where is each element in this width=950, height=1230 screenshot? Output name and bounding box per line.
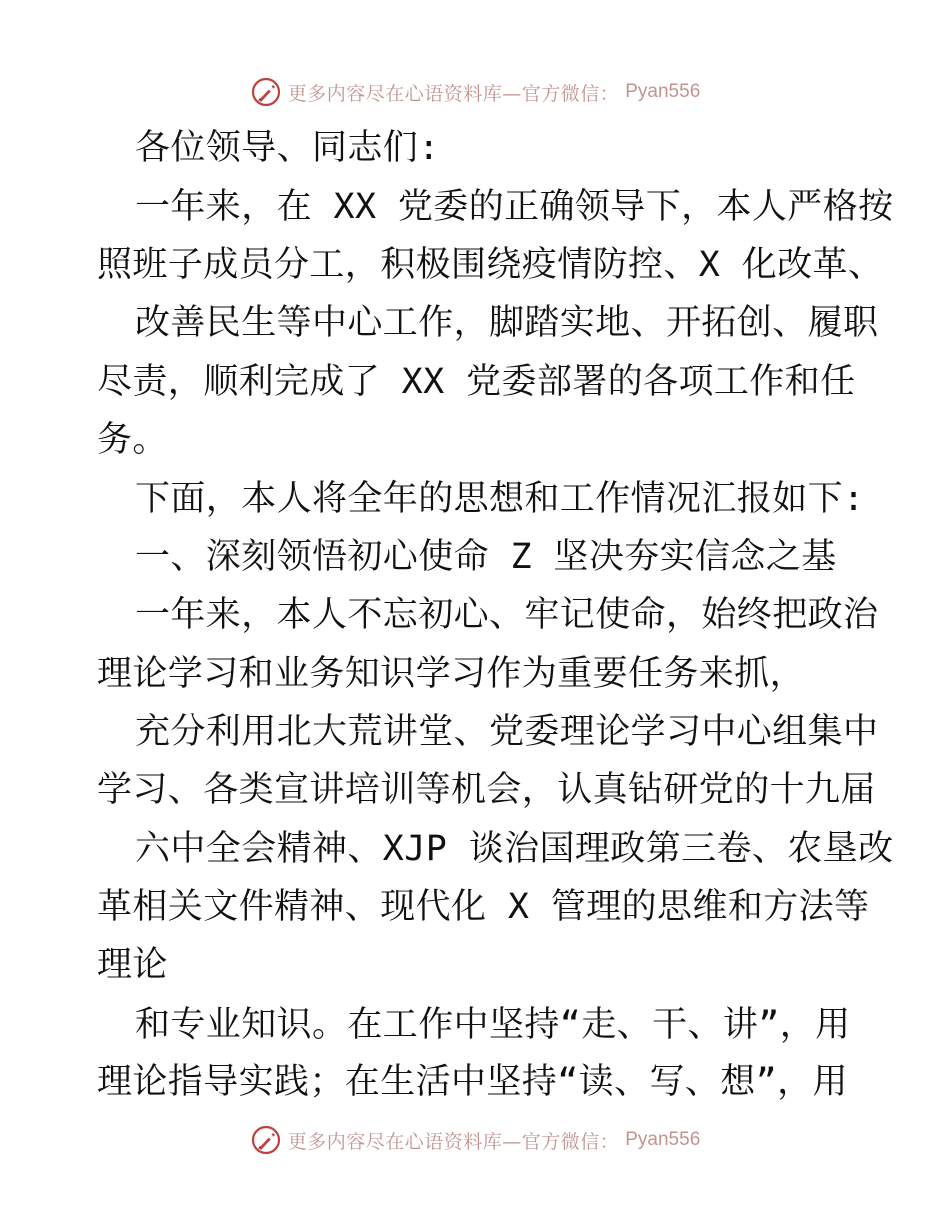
text-line: 改善民生等中心工作，脚踏实地、开拓创、履职 xyxy=(135,303,879,343)
text-line: 下面，本人将全年的思想和工作情况汇报如下: xyxy=(135,479,865,519)
text-line: 和专业知识。在工作中坚持“走、干、讲”，用 xyxy=(135,1005,851,1045)
text-line: 理论学习和业务知识学习作为重要任务来抓， xyxy=(97,654,806,694)
text-line: 理论指导实践；在生活中坚持“读、写、想”，用 xyxy=(97,1062,848,1102)
text-line: 理论 xyxy=(97,945,168,985)
watermark-banner-bottom xyxy=(0,1120,950,1160)
text-line: 一年来，在 XX 党委的正确领导下，本人严格按 xyxy=(135,187,894,227)
quill-pen-logo-icon xyxy=(250,1124,282,1156)
text-line: 革相关文件精神、现代化 X 管理的思维和方法等 xyxy=(97,887,870,927)
text-line: 一年来，本人不忘初心、牢记使命，始终把政治 xyxy=(135,595,879,635)
text-line: 充分利用北大荒讲堂、党委理论学习中心组集中 xyxy=(135,712,879,752)
text-line: 尽责，顺利完成了 XX 党委部署的各项工作和任 xyxy=(97,362,856,402)
watermark-wechat-id: Pyan556 xyxy=(625,81,701,102)
text-line: 学习、各类宣讲培训等机会，认真钻研党的十九届 xyxy=(97,770,876,810)
text-line: 务。 xyxy=(97,420,168,460)
watermark-text: 更多内容尽在心语资料库—官方微信： xyxy=(287,1130,620,1153)
text-line: 各位领导、同志们: xyxy=(135,128,440,168)
section-heading: 一、深刻领悟初心使命 Z 坚决夯实信念之基 xyxy=(135,537,837,577)
watermark-wechat-id: Pyan556 xyxy=(625,1129,701,1150)
watermark-text: 更多内容尽在心语资料库—官方微信： xyxy=(287,82,620,105)
text-line: 六中全会精神、XJP 谈治国理政第三卷、农垦改 xyxy=(135,829,894,869)
text-line: 照班子成员分工，积极围绕疫情防控、X 化改革、 xyxy=(97,245,884,285)
